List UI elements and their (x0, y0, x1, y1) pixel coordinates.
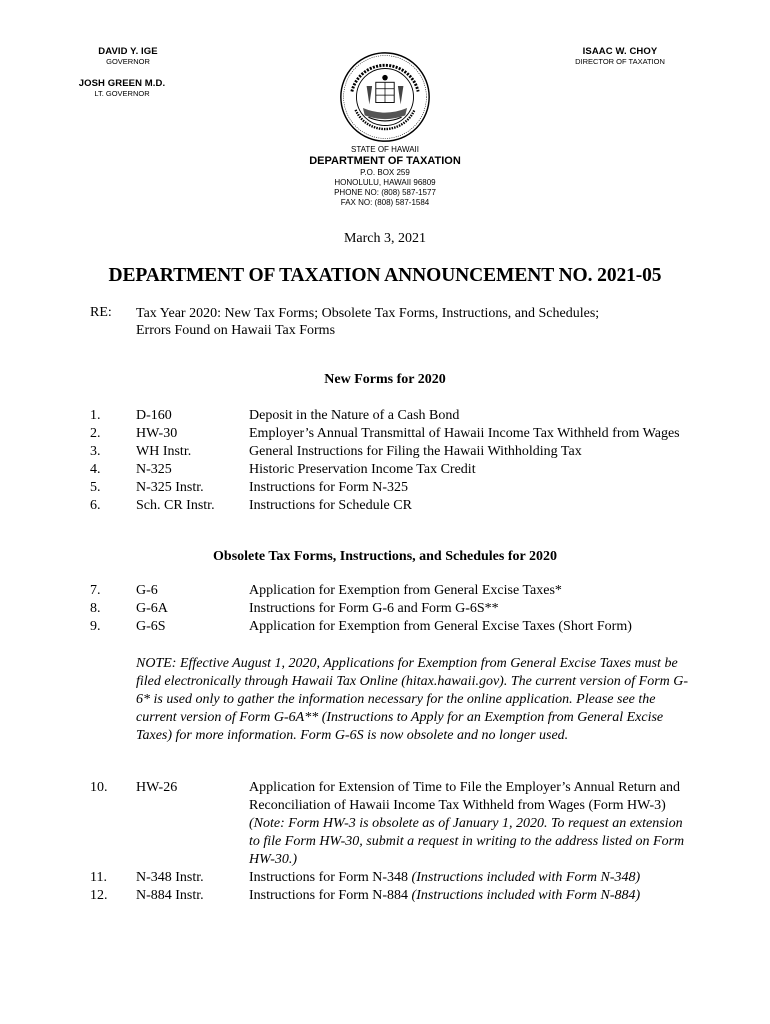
re-line-1: Tax Year 2020: New Tax Forms; Obsolete Tax Forms, Instructions, and Schedules; (136, 306, 600, 321)
form-code: WH Instr. (136, 444, 192, 459)
list-item (0, 869, 770, 887)
lt-governor-title: LT. GOVERNOR (94, 89, 150, 98)
item-number: 12. (90, 888, 108, 903)
form-code: G-6S (136, 619, 166, 634)
form-description: Deposit in the Nature of a Cash Bond (249, 408, 460, 423)
obsolete-forms-heading: Obsolete Tax Forms, Instructions, and Schedules for 2020 (213, 549, 557, 564)
form-description-note: (Instructions included with Form N-348) (408, 870, 641, 885)
governor-name: DAVID Y. IGE (98, 46, 158, 57)
form-description: Application for Exemption from General Excise Taxes* (249, 583, 562, 598)
item-number: 8. (90, 601, 101, 616)
po-box: P.O. BOX 259 (360, 168, 410, 177)
form-description: Historic Preservation Income Tax Credit (249, 462, 476, 477)
phone-number: PHONE NO: (808) 587-1577 (334, 188, 436, 197)
department-address-block (235, 145, 535, 208)
item-number: 6. (90, 498, 101, 513)
obsolete-forms-list (0, 582, 770, 636)
form-code: N-348 Instr. (136, 870, 204, 885)
form-code: HW-30 (136, 426, 178, 441)
list-item (0, 779, 770, 869)
form-description: Instructions for Form G-6 and Form G-6S** (249, 601, 499, 616)
list-item (0, 425, 770, 443)
form-description: General Instructions for Filing the Hawaii Withholding Tax (249, 444, 582, 459)
lt-governor-block (72, 78, 172, 98)
form-description-text: Application for Extension of Time to File the Employer’s Annual Return and Reconciliation of Hawaii Income Tax Withheld from Wages (Form HW-3) (249, 780, 680, 813)
item-number: 2. (90, 426, 101, 441)
list-item (0, 479, 770, 497)
item-number: 11. (90, 870, 107, 885)
form-code: G-6A (136, 601, 168, 616)
obsolete-forms-list-continued (0, 779, 770, 905)
list-item (0, 461, 770, 479)
form-description (249, 779, 689, 869)
item-number: 3. (90, 444, 101, 459)
form-code: N-884 Instr. (136, 888, 204, 903)
governor-block (78, 46, 178, 66)
re-label: RE: (90, 305, 112, 320)
announcement-date: March 3, 2021 (343, 231, 427, 246)
form-description-text: Instructions for Form N-348 (249, 870, 409, 885)
director-title: DIRECTOR OF TAXATION (575, 57, 665, 66)
new-forms-list (0, 407, 770, 515)
director-block (560, 46, 680, 66)
list-item (0, 407, 770, 425)
form-description-note: (Instructions included with Form N-884) (408, 888, 641, 903)
list-item (0, 618, 770, 636)
new-forms-heading: New Forms for 2020 (324, 372, 446, 387)
department-name: DEPARTMENT OF TAXATION (309, 155, 461, 167)
exemption-note: NOTE: Effective August 1, 2020, Applications for Exemption from General Excise Taxes must be filed electronically through Hawaii Tax Online (hitax.hawaii.gov). The current version of Form G-6* is used only to gather the information necessary for the online application. Please see the current version of Form G-6A** (Instructions to Apply for an Exemption from General Excise Taxes) for more information. Form G-6S is now obsolete and no longer used. (136, 656, 689, 743)
form-code: Sch. CR Instr. (136, 498, 215, 513)
item-number: 5. (90, 480, 101, 495)
item-number: 1. (90, 408, 101, 423)
governor-title: GOVERNOR (106, 57, 150, 66)
item-number: 9. (90, 619, 101, 634)
form-code: D-160 (136, 408, 172, 423)
fax-number: FAX NO: (808) 587-1584 (340, 198, 430, 207)
lt-governor-name: JOSH GREEN M.D. (78, 78, 166, 89)
list-item (0, 600, 770, 618)
list-item (0, 497, 770, 515)
form-code: N-325 (136, 462, 172, 477)
item-number: 10. (90, 780, 108, 795)
form-description: Employer’s Annual Transmittal of Hawaii Income Tax Withheld from Wages (249, 426, 680, 441)
form-description: Instructions for Form N-325 (249, 480, 409, 495)
form-description: Application for Exemption from General Excise Taxes (Short Form) (249, 619, 632, 634)
form-code: HW-26 (136, 780, 178, 795)
re-subject (136, 305, 696, 339)
list-item (0, 582, 770, 600)
director-name: ISAAC W. CHOY (582, 46, 658, 57)
item-number: 7. (90, 583, 101, 598)
form-description: Instructions for Schedule CR (249, 498, 412, 513)
form-description-text: Instructions for Form N-884 (249, 888, 409, 903)
state-name: STATE OF HAWAII (351, 145, 419, 154)
re-line-2: Errors Found on Hawaii Tax Forms (136, 323, 336, 338)
form-description-note: (Note: Form HW-3 is obsolete as of January 1, 2020. To request an extension to file Form HW-30, submit a request in writing to the address listed on Form HW-30.) (249, 816, 685, 867)
city-address: HONOLULU, HAWAII 96809 (334, 178, 436, 187)
form-code: N-325 Instr. (136, 480, 204, 495)
list-item (0, 887, 770, 905)
form-code: G-6 (136, 583, 158, 598)
announcement-heading: DEPARTMENT OF TAXATION ANNOUNCEMENT NO. 2021-05 (108, 265, 662, 286)
form-description (249, 869, 689, 887)
item-number: 4. (90, 462, 101, 477)
list-item (0, 443, 770, 461)
form-description (249, 887, 689, 905)
state-seal-icon (339, 51, 431, 143)
